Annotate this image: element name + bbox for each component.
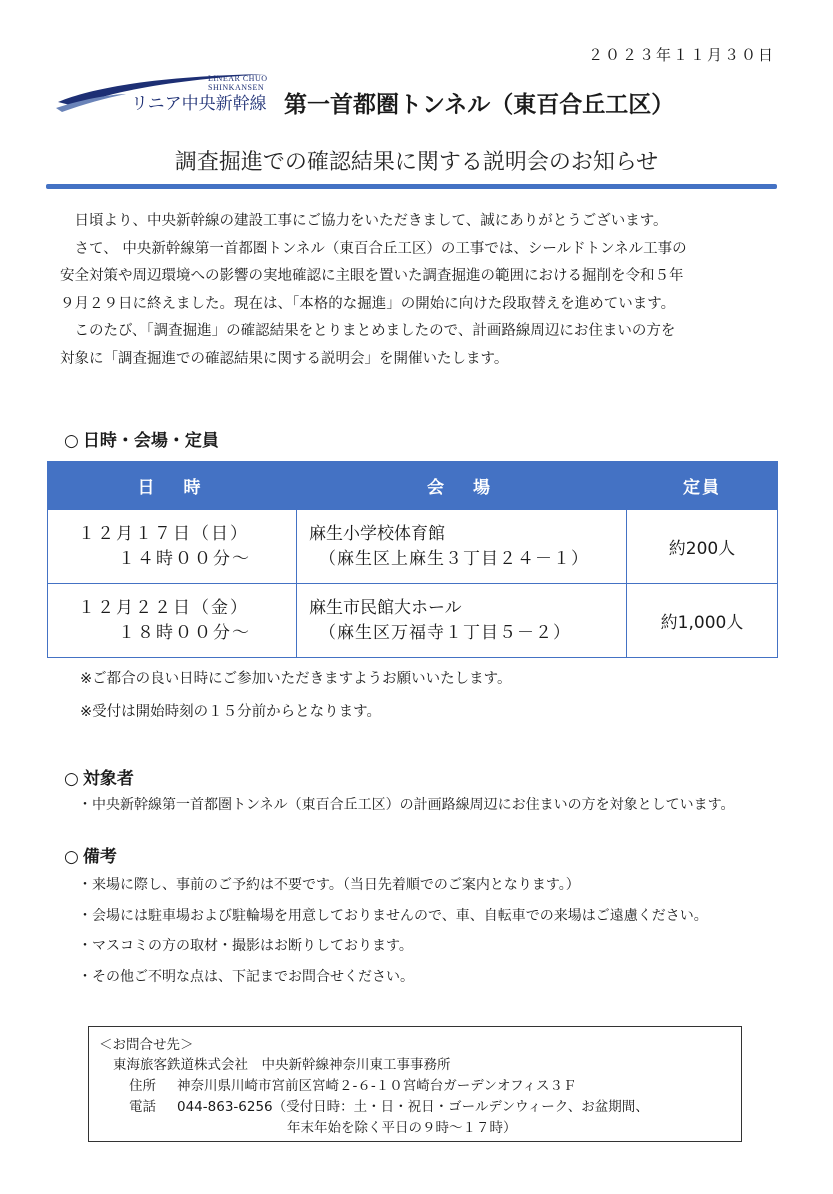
capacity-cell: 約200人	[627, 510, 778, 584]
section-title: 日時・会場・定員	[82, 431, 219, 451]
intro-line: このたび、「調査掘進」の確認結果をとりまとめましたので、計画路線周辺にお住まいの方を	[74, 323, 676, 339]
remark-item: ・マスコミの方の取材・撮影はお断りしております。	[78, 938, 413, 954]
contact-phone-label: 電話	[129, 1099, 156, 1115]
circle-marker-icon: ○	[64, 431, 79, 451]
intro-line: さて、 中央新幹線第一首都圏トンネル（東百合丘工区）の工事では、シールドトンネル工事の	[74, 240, 687, 257]
venue-address: （麻生区上麻生３丁目２４－１）	[319, 548, 589, 569]
section-heading-remarks	[64, 842, 117, 867]
remark-item: ・会場には駐車場および駐輪場を用意しておりませんので、車、自転車での来場はご遠慮ください。	[78, 908, 708, 924]
remark-item: ・その他ご不明な点は、下記までお問合せください。	[78, 969, 414, 985]
event-time: １８時００分～	[118, 622, 251, 643]
schedule-table	[47, 461, 778, 658]
header-capacity: 定員	[627, 462, 778, 510]
venue-cell	[297, 584, 627, 658]
linear-chuo-shinkansen-logo	[56, 72, 270, 120]
intro-line: 安全対策や周辺環境への影響の実地確認に主眼を置いた調査掘進の範囲における掘削を令和５年	[60, 268, 684, 284]
title-underline	[46, 184, 777, 189]
target-text: ・中央新幹線第一首都圏トンネル（東百合丘工区）の計画路線周辺にお住まいの方を対象としています。	[78, 797, 735, 813]
site-title: 第一首都圏トンネル（東百合丘工区）	[284, 92, 675, 118]
note-line: ※ご都合の良い日時にご参加いただきますようお願いいたします。	[80, 671, 512, 687]
contact-address: 神奈川県川崎市宮前区宮崎２-６-１０宮崎台ガーデンオフィス３Ｆ	[177, 1078, 577, 1094]
section-heading-schedule	[64, 426, 219, 451]
section-title: 対象者	[82, 769, 134, 789]
document-title: 調査掘進での確認結果に関する説明会のお知らせ	[174, 150, 659, 175]
header-venue: 会 場	[297, 462, 627, 510]
circle-marker-icon: ○	[64, 769, 79, 789]
event-time: １４時００分～	[118, 548, 251, 569]
contact-organization: 東海旅客鉄道株式会社 中央新幹線神奈川東工事事務所	[113, 1057, 451, 1073]
header-datetime: 日 時	[48, 462, 297, 510]
venue-name: 麻生市民館大ホール	[309, 597, 462, 618]
event-date: １２月２２日（金）	[78, 597, 249, 618]
contact-heading: ＜お問合せ先＞	[99, 1037, 194, 1053]
intro-line: 対象に「調査掘進での確認結果に関する説明会」を開催いたします。	[60, 350, 509, 367]
intro-line: 日頃より、中央新幹線の建設工事にご協力をいただきまして、誠にありがとうございます。	[74, 213, 668, 229]
table-row	[48, 584, 778, 658]
section-heading-target	[64, 764, 134, 789]
contact-address-label: 住所	[129, 1078, 156, 1094]
table-row	[48, 510, 778, 584]
venue-address: （麻生区万福寺１丁目５－２）	[319, 622, 571, 643]
capacity-cell: 約1,000人	[627, 584, 778, 658]
venue-name: 麻生小学校体育館	[309, 523, 445, 544]
logo-japanese-text: リニア中央新幹線	[131, 94, 267, 114]
contact-phone-hours: 年末年始を除く平日の９時～１７時）	[287, 1120, 517, 1136]
section-title: 備考	[82, 847, 117, 867]
event-date: １２月１７日（日）	[78, 523, 249, 544]
datetime-cell	[48, 510, 297, 584]
remark-item: ・来場に際し、事前のご予約は不要です。（当日先着順でのご案内となります。）	[78, 877, 580, 893]
circle-marker-icon: ○	[64, 847, 79, 867]
issue-date: ２０２３年１１月３０日	[587, 46, 775, 64]
note-line: ※受付は開始時刻の１５分前からとなります。	[80, 704, 381, 720]
venue-cell	[297, 510, 627, 584]
contact-box	[88, 1026, 742, 1142]
intro-line: ９月２９日に終えました。現在は、「本格的な掘進」の開始に向けた段取替えを進めています。	[60, 295, 676, 312]
table-header-row	[48, 462, 778, 510]
intro-paragraph	[60, 208, 800, 373]
contact-phone: 044-863-6256（受付日時：土・日・祝日・ゴールデンウィーク、お盆期間、	[177, 1099, 649, 1115]
logo-english-text: LINEAR CHUO SHINKANSEN	[208, 74, 268, 92]
datetime-cell	[48, 584, 297, 658]
